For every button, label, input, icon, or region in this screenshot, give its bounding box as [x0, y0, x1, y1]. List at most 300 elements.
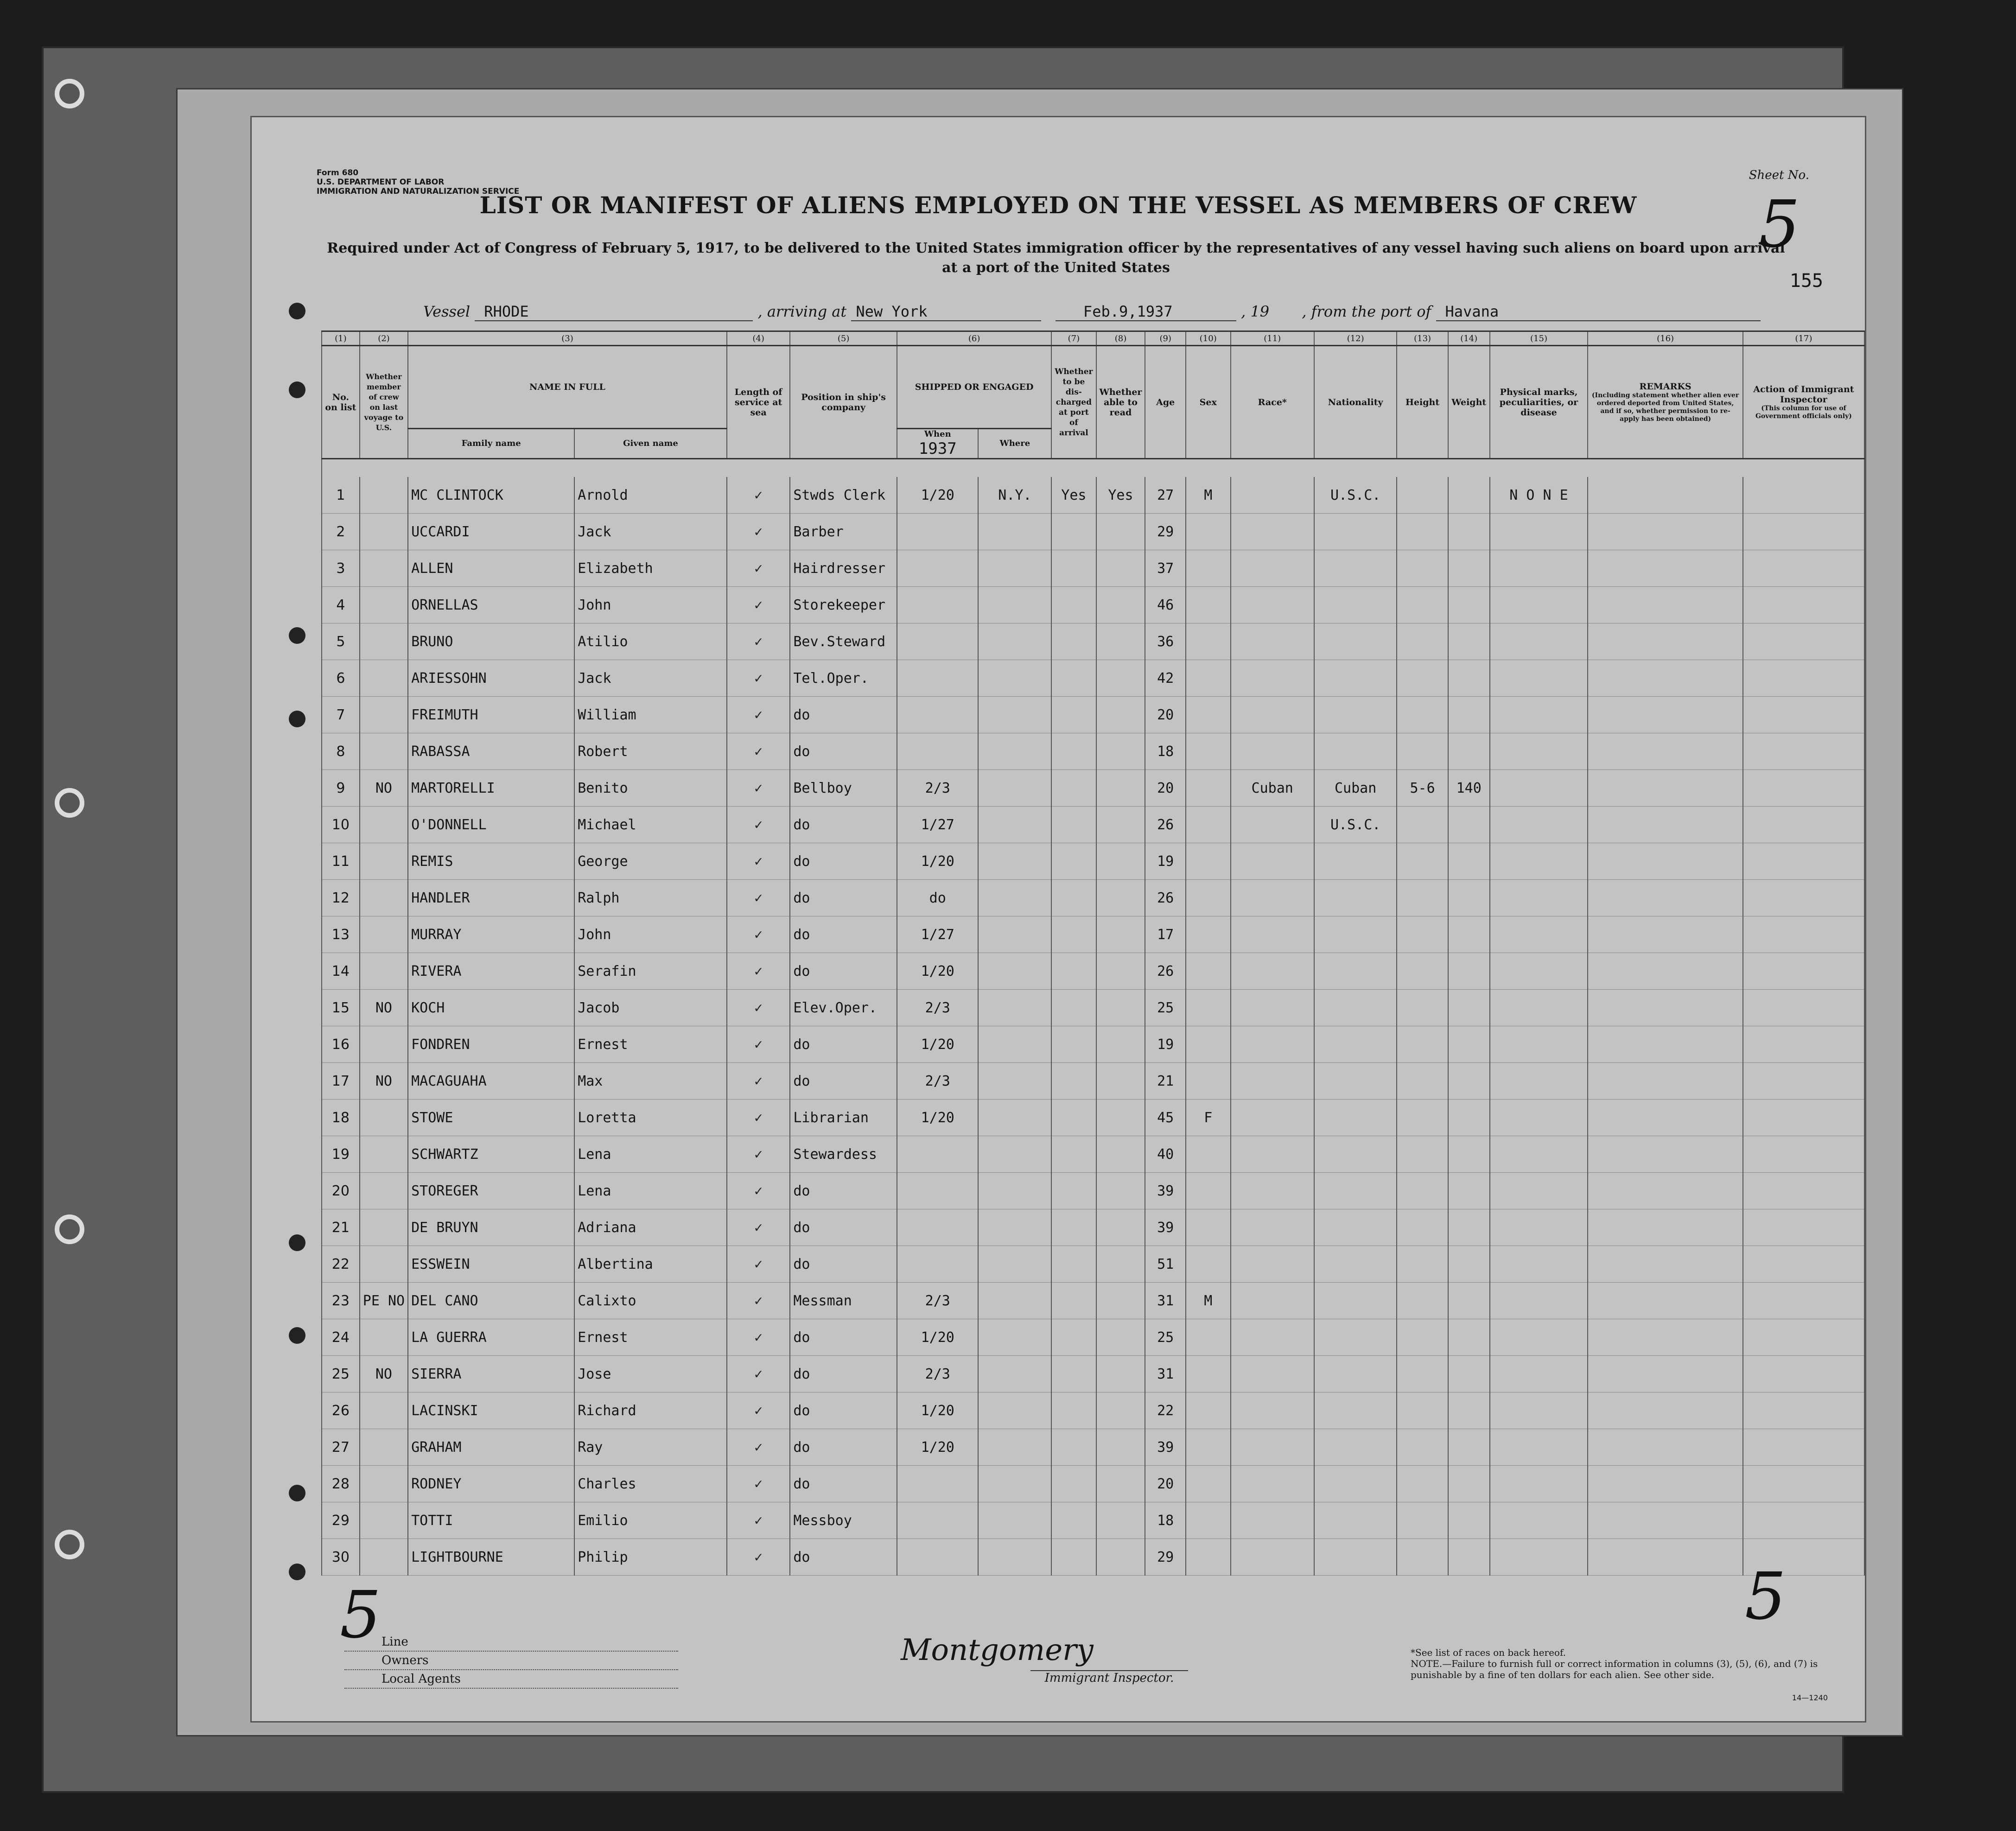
- discharged-cell: [1051, 1502, 1096, 1539]
- sex-cell: [1186, 1356, 1231, 1392]
- physical-marks-cell: [1490, 623, 1588, 660]
- length-service-tick-cell: ✓: [727, 916, 790, 953]
- inspector-action-cell: [1743, 807, 1864, 843]
- last-voyage-cell: [360, 1466, 408, 1502]
- weight-cell: [1448, 733, 1490, 770]
- nationality-cell: [1314, 1209, 1397, 1246]
- able-to-read-cell: [1096, 1392, 1145, 1429]
- shipped-when-cell: do: [897, 880, 979, 916]
- sex-cell: [1186, 587, 1231, 623]
- inspector-action-cell: [1743, 1063, 1864, 1100]
- family-name-cell: LIGHTBOURNE: [408, 1539, 574, 1576]
- discharged-cell: [1051, 1429, 1096, 1466]
- height-cell: [1397, 843, 1448, 880]
- race-cell: [1231, 1356, 1314, 1392]
- given-name-cell: Michael: [574, 807, 727, 843]
- family-name-cell: MURRAY: [408, 916, 574, 953]
- last-voyage-cell: [360, 733, 408, 770]
- shipped-where-cell: [978, 1502, 1051, 1539]
- age-cell: 46: [1145, 587, 1186, 623]
- race-cell: [1231, 550, 1314, 587]
- height-cell: [1397, 916, 1448, 953]
- header-length-service: Length of service at sea: [727, 346, 790, 459]
- race-cell: [1231, 1466, 1314, 1502]
- inspector-action-cell: [1743, 1502, 1864, 1539]
- given-name-cell: Adriana: [574, 1209, 727, 1246]
- discharged-cell: [1051, 1539, 1096, 1576]
- family-name-cell: FONDREN: [408, 1026, 574, 1063]
- physical-marks-cell: [1490, 1356, 1588, 1392]
- length-service-tick-cell: ✓: [727, 1392, 790, 1429]
- table-row: [322, 1356, 1864, 1392]
- weight-cell: [1448, 477, 1490, 514]
- position-cell: Messman: [790, 1283, 897, 1319]
- sex-cell: [1186, 1026, 1231, 1063]
- position-cell: do: [790, 1392, 897, 1429]
- shipped-when-cell: [897, 1539, 979, 1576]
- position-cell: Stewardess: [790, 1136, 897, 1173]
- race-cell: [1231, 807, 1314, 843]
- given-name-cell: John: [574, 587, 727, 623]
- row-number-cell: 22: [322, 1246, 360, 1283]
- given-name-cell: Calixto: [574, 1283, 727, 1319]
- inspector-action-cell: [1743, 1209, 1864, 1246]
- able-to-read-cell: [1096, 1173, 1145, 1209]
- height-cell: [1397, 587, 1448, 623]
- height-cell: [1397, 1392, 1448, 1429]
- age-cell: 18: [1145, 733, 1186, 770]
- table-row: [322, 1209, 1864, 1246]
- remarks-cell: [1588, 916, 1743, 953]
- shipped-when-cell: 1/20: [897, 843, 979, 880]
- col-num: (4): [727, 331, 790, 346]
- given-name-cell: Serafin: [574, 953, 727, 990]
- row-number-cell: 1: [322, 477, 360, 514]
- age-cell: 40: [1145, 1136, 1186, 1173]
- age-cell: 20: [1145, 1466, 1186, 1502]
- remarks-note: (Including statement whether alien ever ordered deported from United States, and if so, whether permission to re-apply has been obtained): [1591, 391, 1739, 423]
- nationality-cell: [1314, 660, 1397, 697]
- table-row: [322, 770, 1864, 807]
- length-service-tick-cell: ✓: [727, 1173, 790, 1209]
- remarks-cell: [1588, 770, 1743, 807]
- sex-cell: [1186, 1429, 1231, 1466]
- nationality-cell: [1314, 1100, 1397, 1136]
- discharged-cell: [1051, 514, 1096, 550]
- remarks-cell: [1588, 1136, 1743, 1173]
- inspector-action-cell: [1743, 1429, 1864, 1466]
- header-when: [897, 429, 979, 459]
- row-number-cell: 3: [322, 550, 360, 587]
- inspector-action-cell: [1743, 1319, 1864, 1356]
- height-cell: [1397, 880, 1448, 916]
- family-name-cell: ALLEN: [408, 550, 574, 587]
- position-cell: do: [790, 807, 897, 843]
- height-cell: [1397, 1466, 1448, 1502]
- race-cell: [1231, 1100, 1314, 1136]
- sex-cell: F: [1186, 1100, 1231, 1136]
- given-name-cell: George: [574, 843, 727, 880]
- position-cell: do: [790, 916, 897, 953]
- physical-marks-cell: [1490, 550, 1588, 587]
- nationality-cell: [1314, 623, 1397, 660]
- given-name-cell: Benito: [574, 770, 727, 807]
- inspector-action-cell: [1743, 1283, 1864, 1319]
- physical-marks-cell: [1490, 916, 1588, 953]
- table-row: [322, 733, 1864, 770]
- length-service-tick-cell: ✓: [727, 807, 790, 843]
- table-row: [322, 550, 1864, 587]
- weight-cell: [1448, 1136, 1490, 1173]
- row-number-cell: 14: [322, 953, 360, 990]
- nationality-cell: [1314, 514, 1397, 550]
- weight-cell: [1448, 1209, 1490, 1246]
- arrival-date: Feb.9,1937: [1056, 303, 1236, 321]
- arriving-label: , arriving at: [757, 303, 847, 320]
- given-name-cell: Lena: [574, 1136, 727, 1173]
- inspector-action-cell: [1743, 733, 1864, 770]
- manifest-rows: [322, 459, 1864, 1576]
- position-cell: do: [790, 1429, 897, 1466]
- header-discharged: Whether to be dis-charged at port of arrival: [1051, 346, 1096, 459]
- inspector-action-cell: [1743, 1356, 1864, 1392]
- row-number-cell: 28: [322, 1466, 360, 1502]
- remarks-cell: [1588, 733, 1743, 770]
- sex-cell: [1186, 1392, 1231, 1429]
- nationality-cell: [1314, 1466, 1397, 1502]
- table-row: [322, 1466, 1864, 1502]
- nationality-cell: U.S.C.: [1314, 807, 1397, 843]
- table-row: [322, 843, 1864, 880]
- nationality-cell: [1314, 587, 1397, 623]
- inspector-action-cell: [1743, 843, 1864, 880]
- last-voyage-cell: NO: [360, 1063, 408, 1100]
- last-voyage-cell: NO: [360, 770, 408, 807]
- position-cell: do: [790, 953, 897, 990]
- weight-cell: [1448, 1026, 1490, 1063]
- col-num: (17): [1743, 331, 1864, 346]
- family-name-cell: ORNELLAS: [408, 587, 574, 623]
- able-to-read-cell: [1096, 1136, 1145, 1173]
- last-voyage-cell: PE NO: [360, 1283, 408, 1319]
- given-name-cell: Ernest: [574, 1026, 727, 1063]
- sex-cell: M: [1186, 1283, 1231, 1319]
- remarks-cell: [1588, 1283, 1743, 1319]
- form-number: Form 680: [317, 168, 359, 178]
- weight-cell: [1448, 1356, 1490, 1392]
- given-name-cell: John: [574, 916, 727, 953]
- height-cell: [1397, 1319, 1448, 1356]
- discharged-cell: [1051, 1246, 1096, 1283]
- physical-marks-cell: [1490, 1502, 1588, 1539]
- row-number-cell: 19: [322, 1136, 360, 1173]
- weight-cell: [1448, 587, 1490, 623]
- shipped-where-cell: [978, 1392, 1051, 1429]
- age-cell: 36: [1145, 623, 1186, 660]
- footer-signature-lines: [344, 1633, 678, 1689]
- inspector-action-cell: [1743, 623, 1864, 660]
- shipped-when-cell: [897, 697, 979, 733]
- shipped-where-cell: [978, 807, 1051, 843]
- shipped-when-cell: 2/3: [897, 990, 979, 1026]
- row-number-cell: 20: [322, 1173, 360, 1209]
- col-num: (6): [897, 331, 1051, 346]
- age-cell: 26: [1145, 953, 1186, 990]
- able-to-read-cell: [1096, 623, 1145, 660]
- length-service-tick-cell: ✓: [727, 660, 790, 697]
- col-num: (7): [1051, 331, 1096, 346]
- last-voyage-cell: [360, 1429, 408, 1466]
- discharged-cell: [1051, 733, 1096, 770]
- discharged-cell: Yes: [1051, 477, 1096, 514]
- row-number-cell: 21: [322, 1209, 360, 1246]
- physical-marks-cell: [1490, 514, 1588, 550]
- physical-marks-cell: [1490, 660, 1588, 697]
- race-cell: [1231, 1319, 1314, 1356]
- last-voyage-cell: [360, 623, 408, 660]
- weight-cell: [1448, 623, 1490, 660]
- punch-hole: [289, 1327, 305, 1344]
- inspector-action-cell: [1743, 1173, 1864, 1209]
- height-cell: [1397, 953, 1448, 990]
- length-service-tick-cell: ✓: [727, 1026, 790, 1063]
- table-row: [322, 990, 1864, 1026]
- nationality-cell: [1314, 1502, 1397, 1539]
- discharged-cell: [1051, 1392, 1096, 1429]
- row-number-cell: 2: [322, 514, 360, 550]
- remarks-cell: [1588, 1063, 1743, 1100]
- column-number-row: [322, 331, 1864, 346]
- row-number-cell: 24: [322, 1319, 360, 1356]
- position-cell: Tel.Oper.: [790, 660, 897, 697]
- col-num: (12): [1314, 331, 1397, 346]
- given-name-cell: William: [574, 697, 727, 733]
- sheet-number-label: Sheet No.: [1749, 168, 1809, 182]
- age-cell: 37: [1145, 550, 1186, 587]
- header-last-voyage: Whether member of crew on last voyage to U.S.: [360, 346, 408, 459]
- col-num: (1): [322, 331, 360, 346]
- physical-marks-cell: [1490, 733, 1588, 770]
- given-name-cell: Philip: [574, 1539, 727, 1576]
- nationality-cell: [1314, 843, 1397, 880]
- height-cell: [1397, 1502, 1448, 1539]
- header-position: Position in ship's company: [790, 346, 897, 459]
- inspector-label: Immigrant Inspector.: [1030, 1670, 1188, 1685]
- table-row: [322, 1100, 1864, 1136]
- row-number-cell: 12: [322, 880, 360, 916]
- shipped-where-cell: [978, 1283, 1051, 1319]
- length-service-tick-cell: ✓: [727, 1063, 790, 1100]
- length-service-tick-cell: ✓: [727, 1209, 790, 1246]
- arrival-port: New York: [851, 303, 1041, 321]
- shipped-where-cell: [978, 1539, 1051, 1576]
- length-service-tick-cell: ✓: [727, 953, 790, 990]
- shipped-where-cell: [978, 916, 1051, 953]
- row-number-cell: 16: [322, 1026, 360, 1063]
- position-cell: do: [790, 697, 897, 733]
- remarks-title: REMARKS: [1639, 381, 1692, 392]
- shipped-when-cell: [897, 1173, 979, 1209]
- sex-cell: [1186, 1209, 1231, 1246]
- shipped-when-cell: 1/27: [897, 807, 979, 843]
- when-label: When: [924, 429, 951, 439]
- table-row: [322, 953, 1864, 990]
- given-name-cell: Ray: [574, 1429, 727, 1466]
- row-number-cell: 17: [322, 1063, 360, 1100]
- able-to-read-cell: [1096, 953, 1145, 990]
- service: IMMIGRATION AND NATURALIZATION SERVICE: [317, 187, 520, 196]
- from-port-label: , from the port of: [1302, 303, 1431, 320]
- header-nationality: Nationality: [1314, 346, 1397, 459]
- remarks-cell: [1588, 587, 1743, 623]
- able-to-read-cell: [1096, 990, 1145, 1026]
- age-cell: 42: [1145, 660, 1186, 697]
- discharged-cell: [1051, 1319, 1096, 1356]
- length-service-tick-cell: ✓: [727, 550, 790, 587]
- family-name-cell: BRUNO: [408, 623, 574, 660]
- age-cell: 29: [1145, 514, 1186, 550]
- length-service-tick-cell: ✓: [727, 1246, 790, 1283]
- given-name-cell: Lena: [574, 1173, 727, 1209]
- physical-marks-cell: [1490, 1136, 1588, 1173]
- table-row: [322, 1136, 1864, 1173]
- position-cell: do: [790, 733, 897, 770]
- height-cell: [1397, 1100, 1448, 1136]
- sex-cell: [1186, 514, 1231, 550]
- age-cell: 45: [1145, 1100, 1186, 1136]
- able-to-read-cell: [1096, 880, 1145, 916]
- remarks-cell: [1588, 514, 1743, 550]
- family-name-cell: MC CLINTOCK: [408, 477, 574, 514]
- department: U.S. DEPARTMENT OF LABOR: [317, 178, 445, 187]
- last-voyage-cell: [360, 807, 408, 843]
- remarks-cell: [1588, 1466, 1743, 1502]
- nationality-cell: [1314, 1283, 1397, 1319]
- header-given-name: Given name: [574, 429, 727, 459]
- remarks-cell: [1588, 1173, 1743, 1209]
- inspector-action-cell: [1743, 880, 1864, 916]
- last-voyage-cell: [360, 843, 408, 880]
- header-weight: Weight: [1448, 346, 1490, 459]
- table-row: [322, 1392, 1864, 1429]
- race-cell: [1231, 880, 1314, 916]
- nationality-cell: U.S.C.: [1314, 477, 1397, 514]
- header-height: Height: [1397, 346, 1448, 459]
- position-cell: Elev.Oper.: [790, 990, 897, 1026]
- nationality-cell: [1314, 1136, 1397, 1173]
- table-row: [322, 1173, 1864, 1209]
- last-voyage-cell: [360, 1026, 408, 1063]
- age-cell: 26: [1145, 880, 1186, 916]
- fine-note: NOTE.—Failure to furnish full or correct information in columns (3), (5), (6), and (7) is punishable by a fine of ten dollars for each alien. See other side.: [1411, 1658, 1818, 1680]
- physical-marks-cell: [1490, 990, 1588, 1026]
- height-cell: [1397, 550, 1448, 587]
- shipped-when-cell: [897, 1502, 979, 1539]
- position-cell: Bev.Steward: [790, 623, 897, 660]
- age-cell: 25: [1145, 990, 1186, 1026]
- family-name-cell: SCHWARTZ: [408, 1136, 574, 1173]
- race-cell: [1231, 1063, 1314, 1100]
- position-cell: Bellboy: [790, 770, 897, 807]
- discharged-cell: [1051, 587, 1096, 623]
- height-cell: [1397, 1356, 1448, 1392]
- row-number-cell: 30: [322, 1539, 360, 1576]
- table-row: [322, 1026, 1864, 1063]
- age-cell: 17: [1145, 916, 1186, 953]
- col-num: (5): [790, 331, 897, 346]
- able-to-read-cell: [1096, 1283, 1145, 1319]
- nationality-cell: [1314, 1026, 1397, 1063]
- weight-cell: [1448, 514, 1490, 550]
- height-cell: [1397, 514, 1448, 550]
- remarks-cell: [1588, 550, 1743, 587]
- punch-hole: [289, 711, 305, 727]
- weight-cell: [1448, 1539, 1490, 1576]
- nationality-cell: [1314, 1173, 1397, 1209]
- last-voyage-cell: [360, 1502, 408, 1539]
- binder-ring-low: [55, 1214, 84, 1244]
- sex-cell: [1186, 1502, 1231, 1539]
- sex-cell: [1186, 1466, 1231, 1502]
- length-service-tick-cell: ✓: [727, 733, 790, 770]
- shipped-where-cell: [978, 1173, 1051, 1209]
- position-cell: Messboy: [790, 1502, 897, 1539]
- physical-marks-cell: [1490, 1283, 1588, 1319]
- age-cell: 39: [1145, 1209, 1186, 1246]
- vessel-label: Vessel: [423, 303, 471, 320]
- spacer-row: [322, 459, 1864, 477]
- weight-cell: [1448, 660, 1490, 697]
- race-cell: [1231, 1392, 1314, 1429]
- shipped-where-cell: [978, 1026, 1051, 1063]
- discharged-cell: [1051, 843, 1096, 880]
- sex-cell: [1186, 770, 1231, 807]
- table-row: [322, 623, 1864, 660]
- table-row: [322, 1246, 1864, 1283]
- height-cell: [1397, 623, 1448, 660]
- race-cell: [1231, 1429, 1314, 1466]
- shipped-when-cell: 1/20: [897, 1392, 979, 1429]
- shipped-where-cell: [978, 1136, 1051, 1173]
- inspector-action-cell: [1743, 1246, 1864, 1283]
- physical-marks-cell: [1490, 807, 1588, 843]
- nationality-cell: [1314, 880, 1397, 916]
- physical-marks-cell: [1490, 1466, 1588, 1502]
- height-cell: [1397, 733, 1448, 770]
- able-to-read-cell: [1096, 697, 1145, 733]
- shipped-where-cell: [978, 1429, 1051, 1466]
- age-cell: 20: [1145, 770, 1186, 807]
- race-cell: [1231, 697, 1314, 733]
- header-where: Where: [978, 429, 1051, 459]
- last-voyage-cell: [360, 1209, 408, 1246]
- remarks-cell: [1588, 477, 1743, 514]
- family-name-cell: LA GUERRA: [408, 1319, 574, 1356]
- table-row: [322, 477, 1864, 514]
- manifest-sheet: [250, 116, 1866, 1723]
- owners-label: Owners: [344, 1652, 678, 1670]
- races-note: *See list of races on back hereof.: [1411, 1647, 1566, 1658]
- length-service-tick-cell: ✓: [727, 1502, 790, 1539]
- given-name-cell: Charles: [574, 1466, 727, 1502]
- page-number: 155: [1789, 270, 1823, 292]
- handwritten-mark-footer: 5: [340, 1577, 382, 1653]
- discharged-cell: [1051, 770, 1096, 807]
- binder-ring-top: [55, 79, 84, 108]
- length-service-tick-cell: ✓: [727, 990, 790, 1026]
- sex-cell: M: [1186, 477, 1231, 514]
- shipped-when-cell: 1/27: [897, 916, 979, 953]
